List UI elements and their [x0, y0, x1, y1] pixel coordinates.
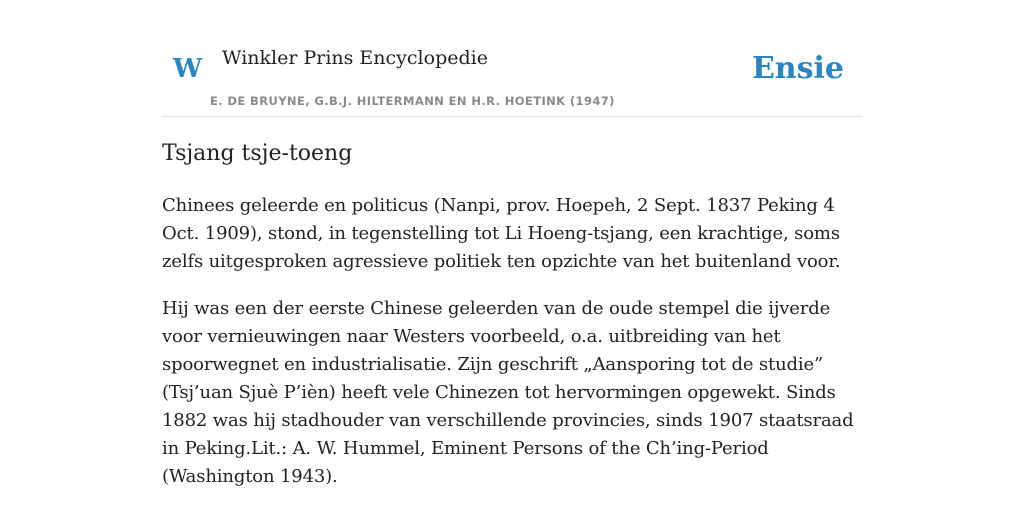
source-logo-icon[interactable]: W — [173, 54, 203, 84]
source-header — [162, 0, 862, 117]
source-title[interactable]: Winkler Prins Encyclopedie — [222, 47, 488, 69]
source-authors: E. DE BRUYNE, G.B.J. HILTERMANN EN H.R. HOETINK (1947) — [210, 94, 615, 108]
article-paragraph: Hij was een der eerste Chinese geleerden van de oude stempel die ijverde voor vernieuwingen naar Westers voorbeeld, o.a. uitbreiding van het spoorwegnet en industrialisatie. Zijn geschrift „Aansporing tot de studie” (Tsj’uan Sjuè P’ièn) heeft vele Chinezen tot hervormingen opgewekt. Sinds 1882 was hij stadhouder van verschillende provincies, sinds 1907 staatsraad in Peking.Lit.: A. W. Hummel, Eminent Persons of the Ch’ing-Period (Washington 1943). — [162, 298, 854, 487]
article-paragraph: Chinees geleerde en politicus (Nanpi, prov. Hoepeh, 2 Sept. 1837 Peking 4 Oct. 1909), stond, in tegenstelling tot Li Hoeng-tsjang, een krachtige, soms zelfs uitgesproken agressieve politiek ten opzichte van het buitenland voor. — [162, 195, 841, 272]
article — [162, 136, 862, 491]
ensie-logo-link[interactable]: Ensie — [751, 51, 844, 86]
article-title: Tsjang tsje-toeng — [162, 141, 353, 166]
